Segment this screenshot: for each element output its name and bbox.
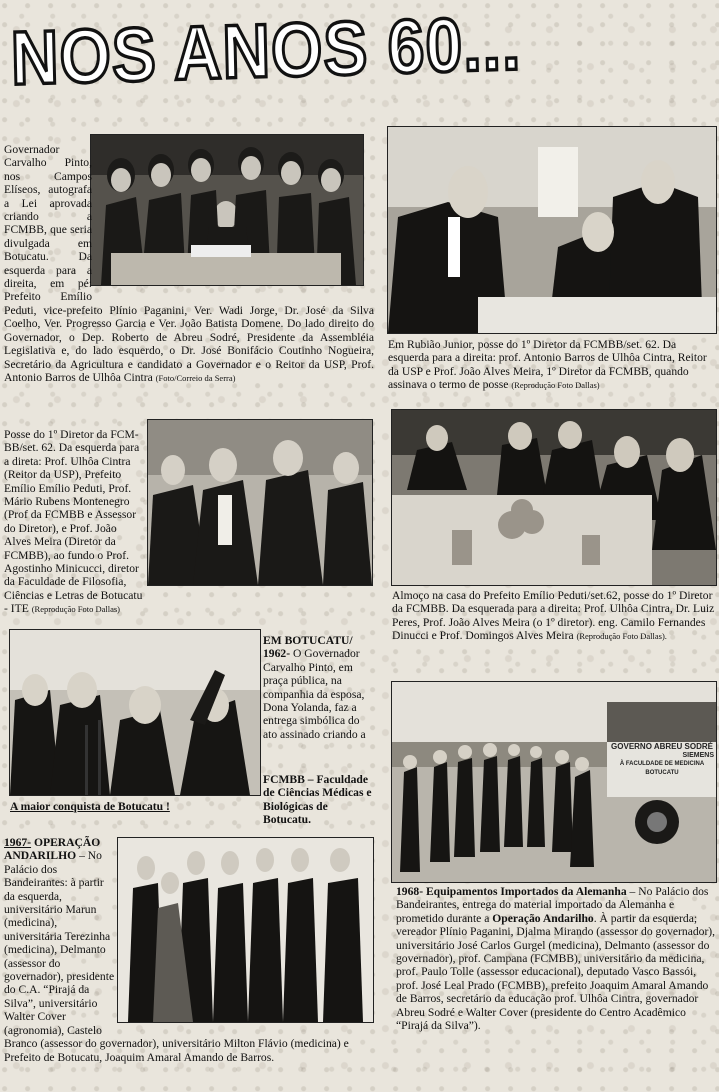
caption-governor-signing-body: Governador Carvalho Pinto, nos Campos Elíseos, autografa a Lei aprovada criando a FCMBB, que seria divulgada em Botucatu. Da esquerda para a direita, em pé: Prefeito Emílio Peduti, vice-prefeito Plínio Paganini, Ver. Wadi Jorge, Dr. José da Silva Coelho, Ver. Progresso Garcia e Ver. João Batista Domene. Do lado direito do Governador, o Dep. Roberto de Abreu Sodré, Presidente da Assembléia Legislativa e, do lado esquerdo, o Dr. José Bonifácio Coutinho Nogueira, Secretário da Agricultura e candidato a Governador e o Reitor da USP, Prof. Antonio Barros de Ulhôa Cintra: [4, 143, 374, 384]
caption-posse-diretor-credit: (Reprodução Foto Dallas): [31, 604, 120, 615]
caption-equipamentos-text1: – No Palácio dos Bandeirantes, entrega do material importado da Alemanha e prometido durante a: [396, 885, 709, 925]
caption-rubiao-junior-body: Em Rubião Junior, posse do 1º Diretor da FCMBB/set. 62. Da esquerda para a direita: prof. Antonio Barros de Ulhôa Cintra, Reitor da USP e Prof. João Alves Meira, 1º Diretor da FCMBB, quando assinava o termo de posse: [388, 338, 707, 392]
truck-sign: [610, 742, 714, 778]
truck-sign-line4: BOTUCATU: [645, 770, 679, 776]
caption-wrap-spacer: [117, 836, 379, 1026]
caption-em-botucatu-fcmbb: FCMBB – Faculdade de Ciências Médicas e Biológicas de Botucatu.: [263, 773, 372, 827]
photo-em-botucatu-1962: [10, 630, 260, 795]
caption-governor-signing-text: [4, 143, 374, 385]
caption-operacao-andarilho-body: – No Palácio dos Bandeirantes: à partir da esquerda, universitário Marun (medicina), universitária Terezinha (medicina), Delmanto (assessor do governador), presidente do C.A. “Pirajá da Silva”, universitário Walter Cover (agronomia), Castelo Branco (assessor do governador), universitário Milton Flávio (medicina) e Prefeito de Botucatu, Joaquim Amaral Amando de Barros.: [4, 849, 349, 1064]
caption-em-botucatu: [263, 634, 373, 741]
caption-almoco-body: Almoço na casa do Prefeito Emílio Peduti/set.62, posse do 1º Diretor da FCMBB. Da esquerada para a direita: Prof. Ulhôa Cintra, Dr. Luiz Peres, Prof. João Alves Meira (o 1º diretor). eng. Camilo Fernandes Dinucci e Prof. Domingos Alves Meira: [392, 589, 715, 643]
caption-almoco-credit: (Reprodução Foto Dallas).: [576, 631, 667, 642]
photo-equipamentos-alemanha: [392, 682, 716, 882]
caption-rubiao-junior: [388, 338, 716, 393]
photo-almoco-prefeito: [392, 410, 716, 585]
caption-em-botucatu-body: O Governador Carvalho Pinto, em praça pública, na companhia da esposa, Dona Yolanda, faz a entrega simbólica do ato assinado criando a: [263, 647, 366, 741]
truck-sign-line2: SIEMENS: [682, 752, 714, 759]
photo-posse-diretor: [148, 420, 372, 585]
caption-governor-signing: [4, 143, 374, 385]
caption-em-botucatu-lead: EM BOTUCATU/ 1962-: [263, 634, 353, 661]
truck-sign-line1: GOVERNO ABREU SODRÉ: [611, 742, 713, 751]
caption-wrap-spacer: [92, 143, 374, 291]
caption-equipamentos: [396, 885, 716, 1032]
caption-equipamentos-bold: Operação Andarilho: [492, 911, 594, 925]
caption-em-botucatu-tail: A maior conquista de Botucatu !: [10, 800, 170, 813]
caption-posse-diretor-body: Posse do 1º Diretor da FCM-BB/set. 62. Da esquerda para a direta: Prof. Ulhôa Cintra (Reitor da USP), Prefeito Emílio Emílio Peduti, Prof. Mário Rubens Montenegro (Prof da FCMBB e Assessor do Diretor), e Prof. João Alves Meira (Diretor da FCMBB), ao fundo o Prof. Agostinho Minicucci, diretor da Faculdade de Filosofia, Ciências e Letras de Botucatu - ITE: [4, 428, 143, 616]
caption-rubiao-junior-credit: (Reprodução Foto Dallas): [511, 380, 600, 391]
caption-em-botucatu-tail-row: [10, 800, 375, 813]
truck-sign-line3: À FACULDADE DE MEDICINA: [619, 761, 705, 767]
caption-equipamentos-lead: 1968- Equipamentos Importados da Alemanha: [396, 885, 627, 898]
caption-operacao-andarilho: [4, 836, 379, 1064]
photo-rubiao-junior-posse: [388, 127, 716, 333]
caption-posse-diretor: [4, 428, 144, 617]
caption-equipamentos-text2: . À partir da esquerda; vereador Plínio Paganini, Djalma Mirando (assessor do governador), universitário José Carlos Gurgel (medicina), Delmanto (assessor do governador), prof. Campana (FCMBB), universitário da medicina, prof. Paulo Tolle (assessor educacional), deputado Vasco Bassói, prof. José Leal Prado (FCMBB), prefeito Joaquim Amaral Amando de Barros, secretário da educação prof. Ulhôa Cintra, governador Abreu Sodré e Walter Cover (presidente do Centro Acadêmico “Pirajá da Silva”).: [396, 911, 716, 1033]
caption-operacao-andarilho-year: 1967-: [4, 836, 32, 849]
caption-almoco: [392, 589, 716, 644]
caption-governor-signing-credit: (Foto/Correio da Serra): [155, 372, 236, 383]
page-title: NOS ANOS 60...: [9, 0, 523, 101]
caption-operacao-andarilho-lead: OPERAÇÃO ANDARILHO: [4, 836, 101, 863]
